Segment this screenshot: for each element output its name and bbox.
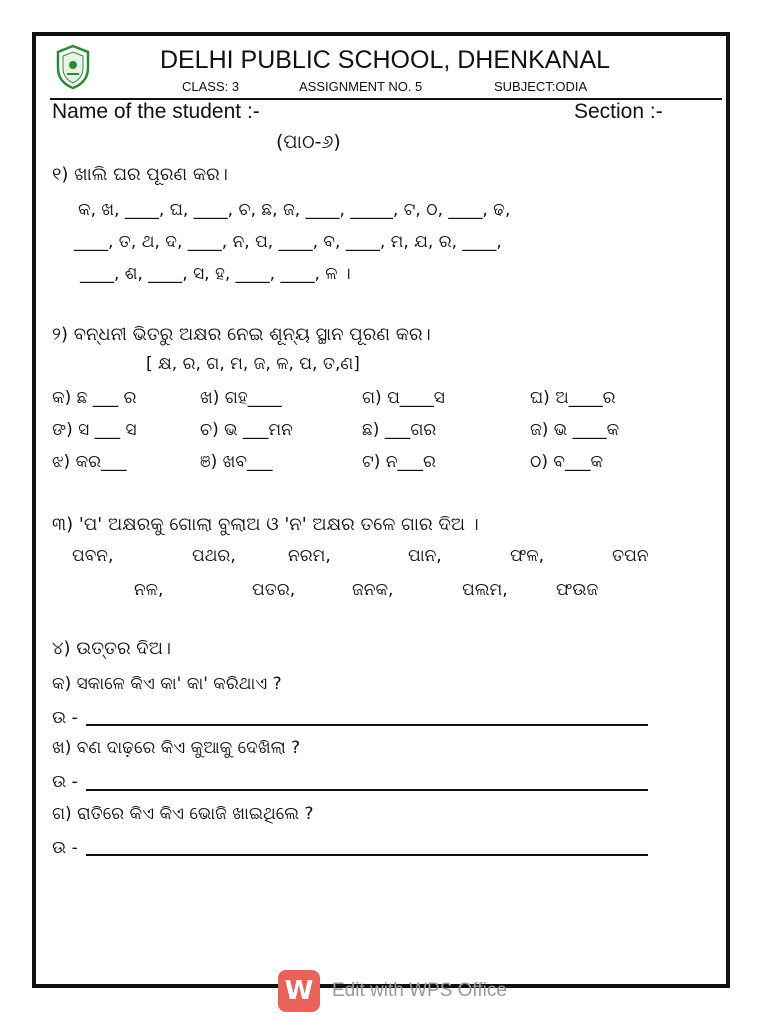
q2-item: ଜ) ଭ ____କ — [530, 420, 620, 440]
q2-item: ଟ) ନ___ର — [362, 452, 436, 472]
school-name: DELHI PUBLIC SCHOOL, DHENKANAL — [159, 46, 611, 74]
worksheet-page — [32, 32, 730, 988]
q2-item: ଙ) ସ ___ ସ — [52, 420, 137, 440]
q3-word: ଫଉଜ — [556, 580, 599, 600]
q1-line-3: ____, ଶ, ____, ସ, ହ, ____, ____, ଳ । — [80, 264, 351, 284]
q2-item: ଛ) ___ଗର — [362, 420, 437, 440]
q1-line-1: କ, ଖ, ____, ଘ, ____, ଚ, ଛ, ଜ, ____, _____, ଟ, ଠ, ____, ଢ, — [78, 200, 511, 220]
q3-word: ଫଳ, — [510, 546, 544, 566]
subject-label: SUBJECT:ODIA — [494, 79, 588, 94]
answer-line[interactable] — [86, 789, 648, 791]
q2-item: ଠ) ବ___କ — [530, 452, 604, 472]
q4-title: ୪) ଉତ୍ତର ଦିଅ। — [52, 638, 171, 659]
q3-word: ନଳ, — [134, 580, 164, 600]
q2-item: ଘ) ଅ____ର — [530, 388, 616, 408]
answer-line[interactable] — [86, 854, 648, 856]
q1-title: ୧) ଖାଲି ଘର ପୂରଣ କର। — [52, 164, 228, 185]
section-label: Section :- — [574, 100, 663, 123]
q4-question: ଗ) ରାତିରେ କିଏ କିଏ ଭୋଜି ଖାଇଥିଲେ ? — [52, 804, 314, 824]
assignment-label: ASSIGNMENT NO. 5 — [299, 79, 423, 94]
q4-answer-label: ଉ - — [52, 772, 78, 792]
wps-logo-icon: W — [278, 970, 320, 1012]
q3-word: ତପନ — [612, 546, 649, 566]
q4-answer-label: ଉ - — [52, 838, 78, 858]
q3-word: ନରମ, — [288, 546, 331, 566]
q2-item: ଞ) ଖବ___ — [200, 452, 273, 472]
q1-line-2: ____, ତ, ଥ, ଦ, ____, ନ, ପ, ____, ବ, ____, ମ, ଯ, ର, ____, — [74, 232, 502, 252]
q4-question: କ) ସକାଳେ କିଏ କା' କା' କରିଥାଏ ? — [52, 674, 282, 694]
q3-word: ପଥର, — [192, 546, 236, 566]
q2-item: ଝ) କର___ — [52, 452, 127, 472]
q3-word: ପବନ, — [72, 546, 114, 566]
answer-line[interactable] — [86, 724, 648, 726]
lesson-title: (ପାଠ-୬) — [276, 131, 341, 153]
watermark-text: Edit with WPS Office — [332, 980, 507, 1001]
q2-title: ୨) ବନ୍ଧନୀ ଭିତରୁ ଅକ୍ଷର ନେଇ ଶୂନ୍ୟ ସ୍ଥାନ ପୂରଣ କର। — [52, 324, 431, 345]
q3-word: ଜନକ, — [352, 580, 394, 600]
q3-word: ପତର, — [252, 580, 296, 600]
q3-word: ପଲମ, — [462, 580, 508, 600]
student-name-label: Name of the student :- — [52, 100, 260, 123]
q4-question: ଖ) ବଣ ଦାଢ଼ରେ କିଏ କୁଆକୁ ଦେଖିଲା ? — [52, 738, 301, 758]
class-label: CLASS: 3 — [182, 79, 240, 94]
q4-answer-label: ଉ - — [52, 708, 78, 728]
q3-word: ପାନ, — [408, 546, 442, 566]
q3-title: ୩) 'ପ' ଅକ୍ଷରକୁ ଗୋଲା ବୁଲାଅ ଓ 'ନ' ଅକ୍ଷର ତଳେ ଗାର ଦିଅ । — [52, 514, 479, 535]
q2-options: [ କ୍ଷ, ର, ଗ, ମ, ଜ, ଳ, ପ, ତ,ଣ] — [146, 354, 360, 374]
q2-item: ଗ) ପ____ସ — [362, 388, 445, 408]
q2-item: ଚ) ଭ ___ମନ — [200, 420, 293, 440]
q2-item: ଖ) ଗହ____ — [200, 388, 282, 408]
q2-item: କ) ଛ ___ ର — [52, 388, 137, 408]
